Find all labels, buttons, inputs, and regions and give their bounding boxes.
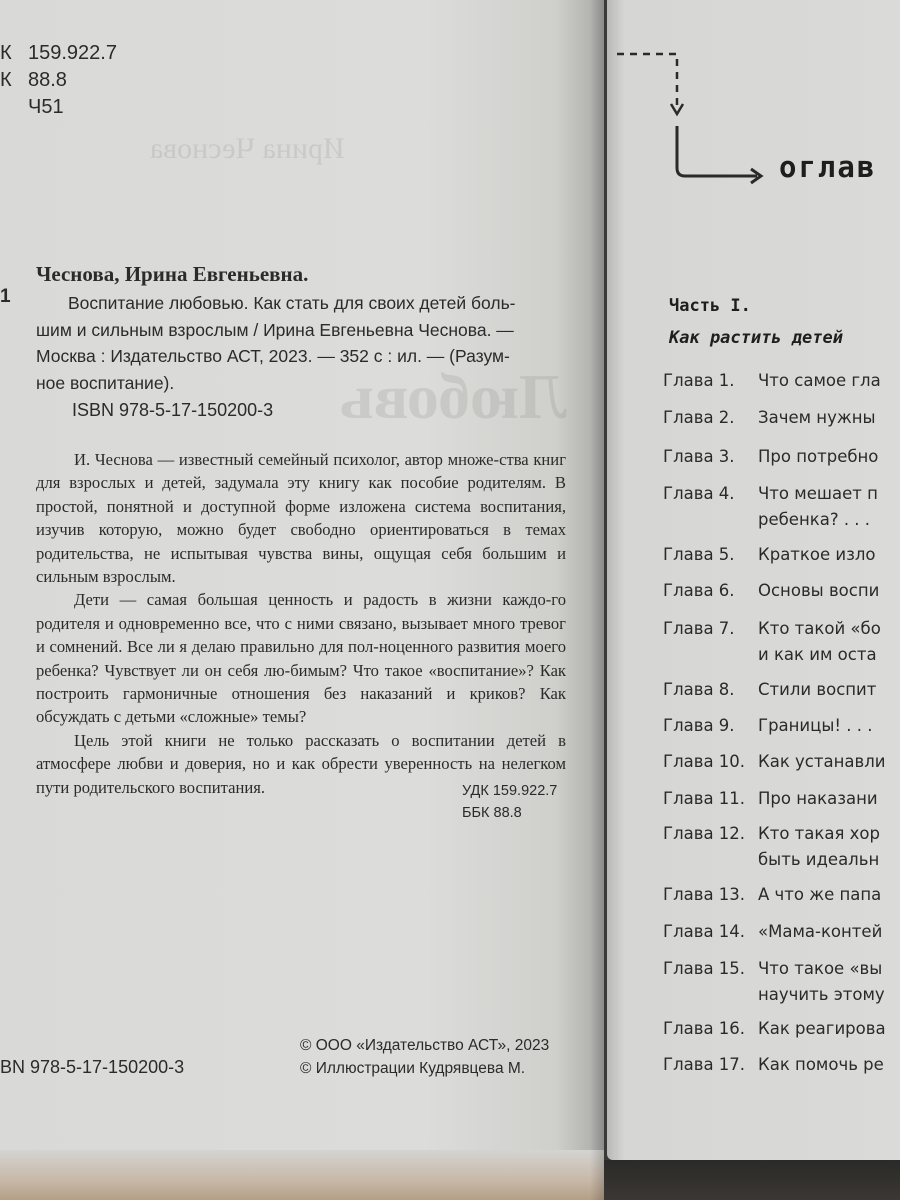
- part-label: Часть I.: [669, 296, 751, 316]
- toc-heading: оглав: [779, 150, 877, 184]
- bib-line: Воспитание любовью. Как стать для своих детей боль-: [68, 293, 516, 313]
- toc-chapter-17: Глава 17. Как помочь ре: [663, 1055, 884, 1074]
- classification-codes: [0, 40, 117, 121]
- udk-bbk-block: [462, 780, 557, 824]
- udk-code: УДК 159.922.7: [462, 783, 558, 799]
- abstract-paragraph: Дети — самая большая ценность и радость в жизни каждо-го родителя и одновременно все, что с ними связано, вызывает много тревог и сомнений. Все ли я делаю правильно для пол-ноценного развития моего ребенка? Чувствует ли он себя лю-бимым? Что такое «воспитание»? Как построить гармоничные отношения без наказаний и криков? Как обсуждать с детьми «сложные» темы?: [36, 590, 566, 727]
- abstract-paragraph: Цель этой книги не только рассказать о воспитании детей в атмосфере любви и доверия, но и как обрести уверенность на нелегком пути родительского воспитания.: [36, 730, 566, 797]
- toc-chapter-4: Глава 4. Что мешает п ребенка? . . .: [663, 484, 878, 529]
- toc-chapter-8: Глава 8. Стили воспит: [663, 680, 877, 699]
- abstract: [36, 448, 566, 799]
- toc-chapter-9: Глава 9. Границы! . . .: [663, 716, 873, 735]
- right-page: [607, 0, 900, 1160]
- toc-chapter-12: Глава 12. Кто такая хор быть идеальн: [663, 824, 880, 869]
- abstract-paragraph: И. Чеснова — известный семейный психолог, автор множе-ства книг для взрослых и детей, задумала эту книгу как пособие родителям. В простой, понятной и доступной форме изложена система воспитания, изучив которую, можно будет свободно ориентироваться в темах родительства, не испытывая чувства вины, ощущая себя большим и сильным взрослым.: [36, 450, 566, 587]
- part-title: Как растить детей: [669, 328, 843, 348]
- table-of-contents: [607, 0, 900, 1160]
- copyright-line: © Иллюстрации Кудрявцева М.: [300, 1060, 526, 1077]
- show-through-text: Ирина Чеснова: [150, 132, 345, 165]
- toc-chapter-14: Глава 14. «Мама-контей: [663, 922, 883, 941]
- show-through-title: Любовь: [340, 361, 567, 432]
- code-row: Ч51: [28, 96, 64, 118]
- bib-line: ное воспитание).: [36, 372, 175, 393]
- toc-chapter-13: Глава 13. А что же папа: [663, 885, 882, 904]
- author-heading: Чеснова, Ирина Евгеньевна.: [36, 262, 309, 286]
- copyright-block: [300, 1034, 549, 1080]
- book-bottom-shadow: [604, 1160, 900, 1200]
- toc-chapter-1: Глава 1. Что самое гла: [663, 371, 881, 390]
- record-marker: 1: [0, 286, 11, 307]
- toc-chapter-11: Глава 11. Про наказани: [663, 789, 878, 808]
- isbn-record: ISBN 978-5-17-150200-3: [72, 400, 274, 420]
- gutter-shadow: [590, 0, 604, 1200]
- toc-chapter-3: Глава 3. Про потребно: [663, 447, 879, 466]
- page-bottom-edge: [0, 1150, 604, 1200]
- toc-chapter-6: Глава 6. Основы воспи: [663, 581, 880, 600]
- toc-chapter-16: Глава 16. Как реагирова: [663, 1019, 886, 1038]
- copyright-line: © ООО «Издательство АСТ», 2023: [300, 1037, 550, 1054]
- code-row: К 159.922.7: [0, 42, 117, 64]
- bbk-code: ББК 88.8: [462, 805, 522, 821]
- bottom-isbn: BN 978-5-17-150200-3: [0, 1057, 185, 1077]
- toc-chapter-15: Глава 15. Что такое «вы научить этому: [663, 959, 885, 1004]
- toc-chapter-5: Глава 5. Краткое изло: [663, 545, 876, 564]
- toc-chapter-7: Глава 7. Кто такой «бо и как им оста: [663, 619, 881, 664]
- toc-chapter-10: Глава 10. Как устанавли: [663, 752, 886, 771]
- bib-line: Москва : Издательство АСТ, 2023. — 352 с : ил. — (Разум-: [36, 346, 510, 366]
- bib-line: шим и сильным взрослым / Ирина Евгеньевна Чеснова. —: [36, 319, 514, 340]
- toc-chapter-2: Глава 2. Зачем нужны: [663, 408, 876, 427]
- code-row: К 88.8: [0, 69, 67, 91]
- bibliographic-record: [36, 290, 566, 396]
